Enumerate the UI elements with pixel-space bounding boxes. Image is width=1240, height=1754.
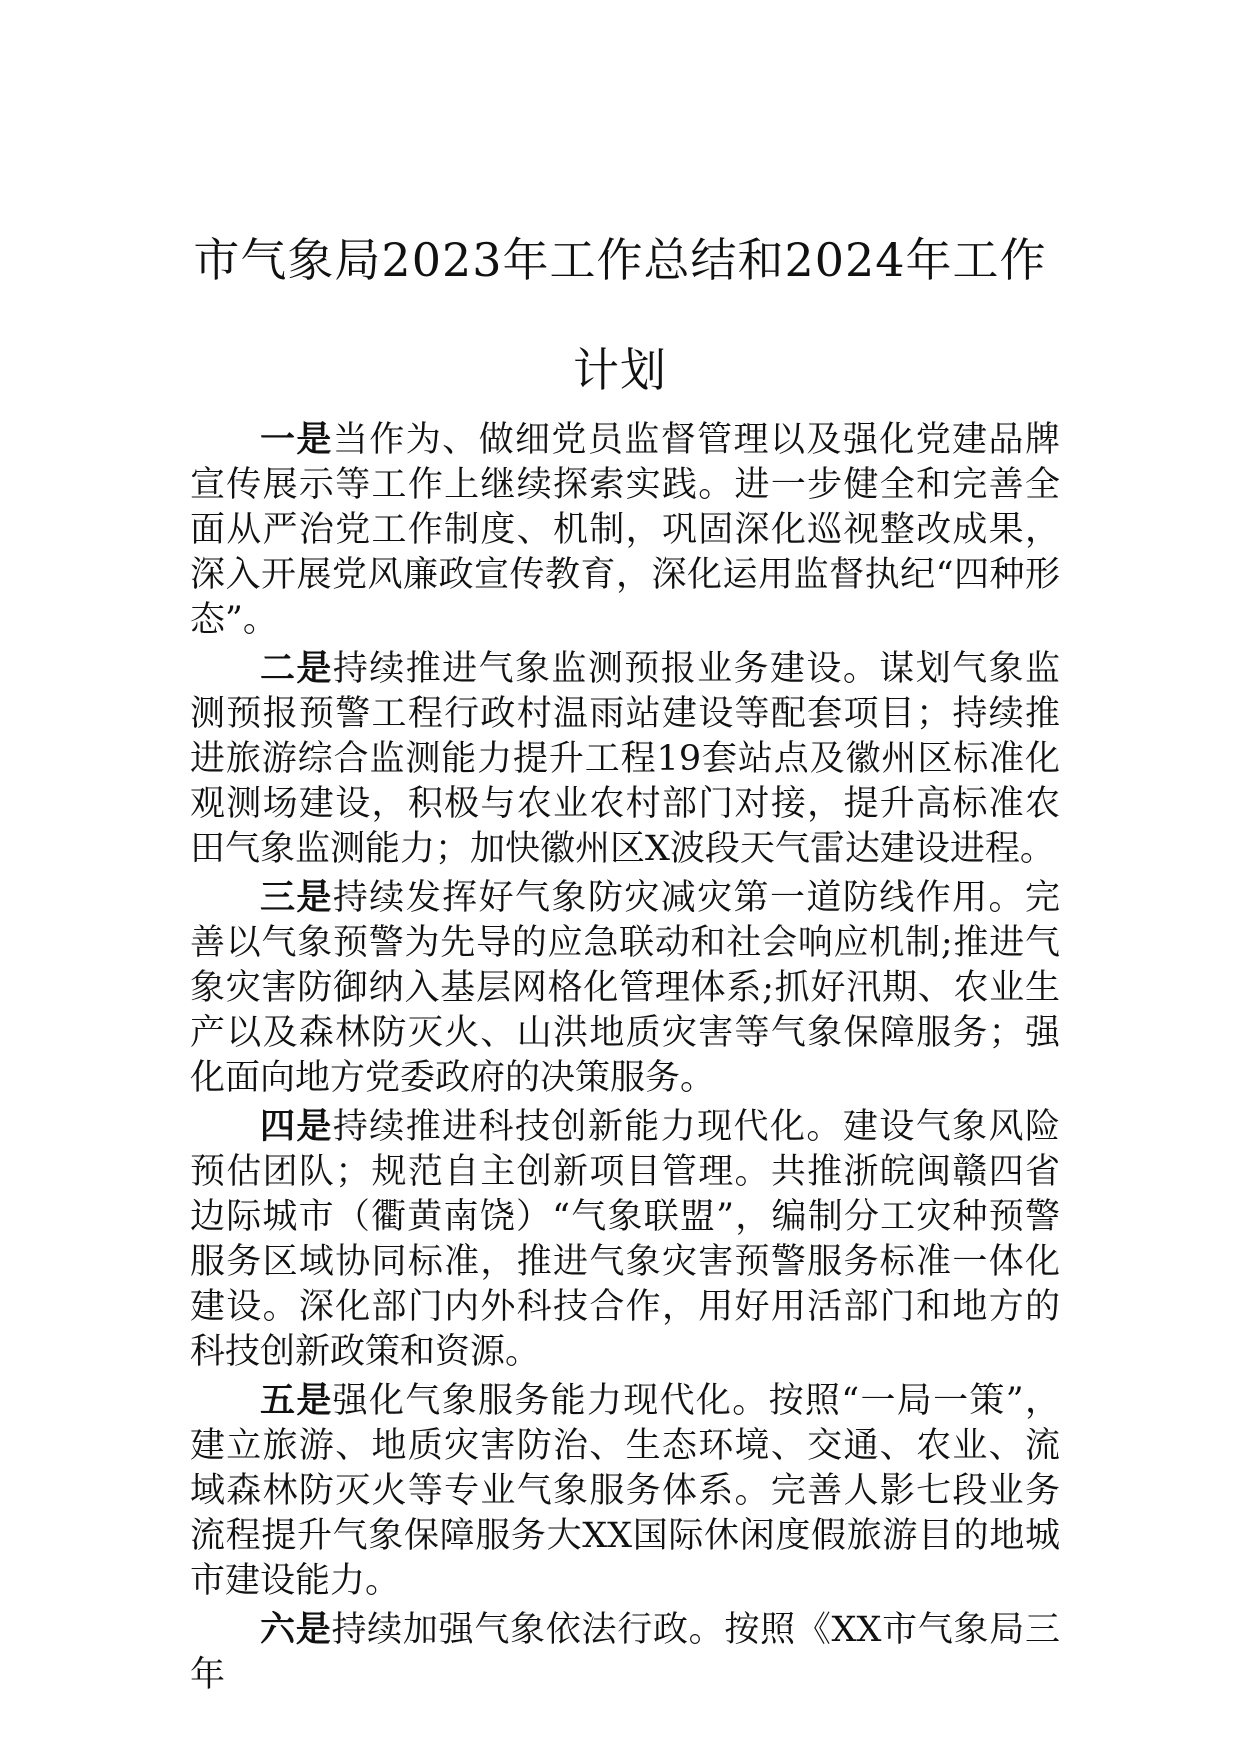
paragraph-4-text: 持续推进科技创新能力现代化。建设气象风险预估团队；规范自主创新项目管理。共推浙皖闽赣四省边际城市（衢黄南饶）“气象联盟”，编制分工灾种预警服务区域协同标准，推进气象灾害预警服务标准一体化建设。深化部门内外科技合作，用好用活部门和地方的科技创新政策和资源。 (190, 1107, 1060, 1372)
paragraph-4-lead: 四是 (260, 1107, 333, 1147)
document-body (190, 418, 1060, 1702)
paragraph-6-lead: 六是 (260, 1610, 332, 1650)
paragraph-1 (190, 418, 1060, 643)
paragraph-1-text: 当作为、做细党员监督管理以及强化党建品牌宣传展示等工作上继续探索实践。进一步健全和完善全面从严治党工作制度、机制，巩固深化巡视整改成果，深入开展党风廉政宣传教育，深化运用监督执纪“四种形态”。 (190, 420, 1060, 640)
paragraph-6-text: 持续加强气象依法行政。按照《XX市气象局三年 (190, 1610, 1060, 1695)
paragraph-5 (190, 1379, 1060, 1604)
paragraph-5-lead: 五是 (260, 1381, 333, 1421)
paragraph-2-lead: 二是 (260, 649, 333, 689)
paragraph-2-text: 持续推进气象监测预报业务建设。谋划气象监测预报预警工程行政村温雨站建设等配套项目；持续推进旅游综合监测能力提升工程19套站点及徽州区标准化观测场建设，积极与农业农村部门对接，提升高标准农田气象监测能力；加快徽州区X波段天气雷达建设进程。 (190, 649, 1060, 869)
paragraph-5-text: 强化气象服务能力现代化。按照“一局一策”，建立旅游、地质灾害防治、生态环境、交通、农业、流域森林防灭火等专业气象服务体系。完善人影七段业务流程提升气象保障服务大XX国际休闲度假旅游目的地城市建设能力。 (190, 1381, 1060, 1601)
paragraph-6 (190, 1608, 1060, 1698)
paragraph-3-text: 持续发挥好气象防灾减灾第一道防线作用。完善以气象预警为先导的应急联动和社会响应机制;推进气象灾害防御纳入基层网格化管理体系;抓好汛期、农业生产以及森林防灭火、山洪地质灾害等气象保障服务；强化面向地方党委政府的决策服务。 (190, 878, 1060, 1098)
paragraph-2 (190, 647, 1060, 872)
paragraph-3-lead: 三是 (260, 878, 333, 918)
paragraph-1-lead: 一是 (260, 420, 333, 460)
paragraph-3 (190, 876, 1060, 1101)
paragraph-4 (190, 1105, 1060, 1375)
document-title: 市气象局2023年工作总结和2024年工作计划 (193, 233, 1047, 397)
